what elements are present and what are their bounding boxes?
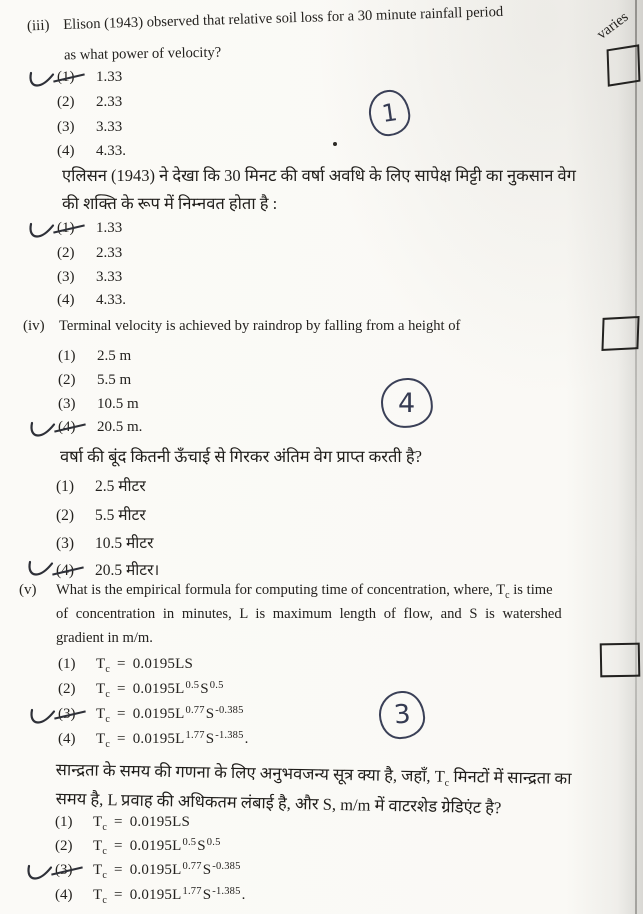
option-number: (2) [56,507,75,524]
formula: $T_c = 0.0195LS$ [93,814,191,833]
strike-tick-icon [26,864,53,886]
option-row [57,292,126,309]
option-number: (3) [57,269,75,285]
question-v-label: (v) [19,582,37,598]
answer-box [601,316,639,351]
option-number: (4) [58,731,76,747]
option-text: 5.5 m [97,372,132,388]
strike-tick-icon [28,71,55,93]
question-v-text-hi-line2: समय है, L प्रवाह की अधिकतम लंबाई है, और S, m/m में वाटरशेड ग्रेडिएंट है? [55,788,502,818]
option-text: 3.33 [96,119,123,135]
option-number: (1) [56,478,75,495]
question-v-text-en-line1: What is the empirical formula for computing time of concentration, where, $T_c$ is time [56,582,553,601]
option-text: 1.33 [96,69,123,85]
page-edge-shadow [635,0,637,914]
option-text: 10.5 m [97,396,139,412]
question-iii-text-hi-line2: की शक्ति के रूप में निम्नवत होता है : [62,194,278,213]
subscript: c [505,590,510,601]
option-text: 4.33. [96,143,126,159]
handwritten-answer-circle [367,88,412,137]
option-text: 5.5 मीटर [95,507,146,524]
option-number: (3) [56,535,75,552]
handwritten-answer-digit: 3 [392,699,412,731]
option-number: (2) [57,245,75,261]
option-number: (3) [55,862,81,879]
option-row [57,69,122,86]
option-text: 1.33 [96,220,123,236]
formula-option-row [58,681,225,698]
option-number: (1) [58,348,76,364]
option-text: 4.33. [96,292,126,308]
strike-tick-icon [28,222,55,244]
option-row [56,503,146,525]
option-row [58,372,131,389]
option-number: (2) [58,372,76,388]
strike-tick-icon [27,560,54,582]
option-row [57,94,122,111]
option-text: 20.5 m. [97,419,143,435]
option-text: 10.5 मीटर [95,535,154,552]
strike-tick-icon [29,421,56,443]
option-row [58,348,131,365]
question-iii-text-hi-line1: एलिसन (1943) ने देखा कि 30 मिनट की वर्षा अवधि के लिए सापेक्ष मिट्टी का नुकसान वेग [62,166,576,185]
handwritten-answer-digit: 4 [398,387,416,419]
option-row [56,531,153,553]
option-row [56,558,159,580]
option-number: (1) [57,69,83,86]
option-row [58,419,142,436]
handwritten-answer-digit: 1 [379,98,400,128]
option-row [58,396,139,413]
option-number: (2) [55,838,73,854]
option-row [57,269,122,286]
formula-option-row [55,887,246,904]
formula-option-row [55,814,194,831]
option-number: (1) [55,814,73,830]
option-number: (4) [58,419,84,436]
option-row [57,220,122,237]
option-number: (1) [58,656,76,672]
question-iv-text-hi: वर्षा की बूंद कितनी ऊँचाई से गिरकर अंतिम वेग प्राप्त करती है? [60,447,422,466]
formula-option-row [55,862,242,879]
answer-box [600,643,641,678]
strike-tick-icon [29,708,56,730]
question-v-text-en-line2: of concentration in minutes, L is maximum length of flow, and S is watershed [56,606,562,622]
option-row [57,245,122,262]
formula: $T_c = 0.0195LS$ [96,656,194,675]
question-iii-label: (iii) [26,17,50,35]
question-iv-text-en: Terminal velocity is achieved by raindrop by falling from a height of [59,318,461,334]
option-number: (4) [56,562,82,580]
option-number: (4) [57,292,75,308]
question-iii-text-en-tail: varies [594,9,632,43]
option-row [57,143,126,160]
answer-box [607,44,641,86]
option-number: (2) [58,681,76,697]
option-number: (4) [55,887,73,903]
option-number: (3) [58,396,76,412]
option-number: (4) [57,143,75,159]
ink-dot [333,142,337,146]
option-row [57,119,122,136]
option-number: (3) [58,706,84,723]
formula: $T_c = 0.0195L^{1.77}S^{-1.385}$. [93,886,246,906]
option-text: 2.5 मीटर [95,478,146,495]
handwritten-answer-circle [380,377,435,430]
formula-option-row [55,838,222,855]
option-text: 2.33 [96,245,123,261]
formula: $T_c = 0.0195L^{1.77}S^{-1.385}$. [96,730,249,750]
option-row [56,474,146,496]
formula-option-row [58,656,197,673]
option-number: (1) [57,220,83,237]
option-text: 2.5 m [97,348,132,364]
formula: $T_c = 0.0195L^{0.5}S^{0.5}$ [93,837,221,857]
question-iii-text-en-line1: Elison (1943) observed that relative soil loss for a 30 minute rainfall period [63,3,504,33]
handwritten-answer-circle [378,690,426,740]
formula-option-row [58,731,249,748]
question-v-text-en-line3: gradient in m/m. [56,630,153,646]
formula-option-row [58,706,245,723]
subscript: c [444,777,450,789]
question-iv-label: (iv) [23,318,45,334]
option-text: 2.33 [96,94,123,110]
formula: $T_c = 0.0195L^{0.5}S^{0.5}$ [96,680,224,700]
option-number: (2) [57,94,75,110]
formula: $T_c = 0.0195L^{0.77}S^{-0.385}$ [93,861,241,881]
option-text: 3.33 [96,269,123,285]
option-number: (3) [57,119,75,135]
formula: $T_c = 0.0195L^{0.77}S^{-0.385}$ [96,705,244,725]
question-iii-text-en-line2: as what power of velocity? [63,44,222,64]
option-text: 20.5 मीटर। [95,562,160,579]
question-v-text-hi-line1: सान्द्रता के समय की गणना के लिए अनुभवजन्य सूत्र क्या है, जहाँ, $T_c$ मिनटों में सान्द्रता का [55,759,572,789]
